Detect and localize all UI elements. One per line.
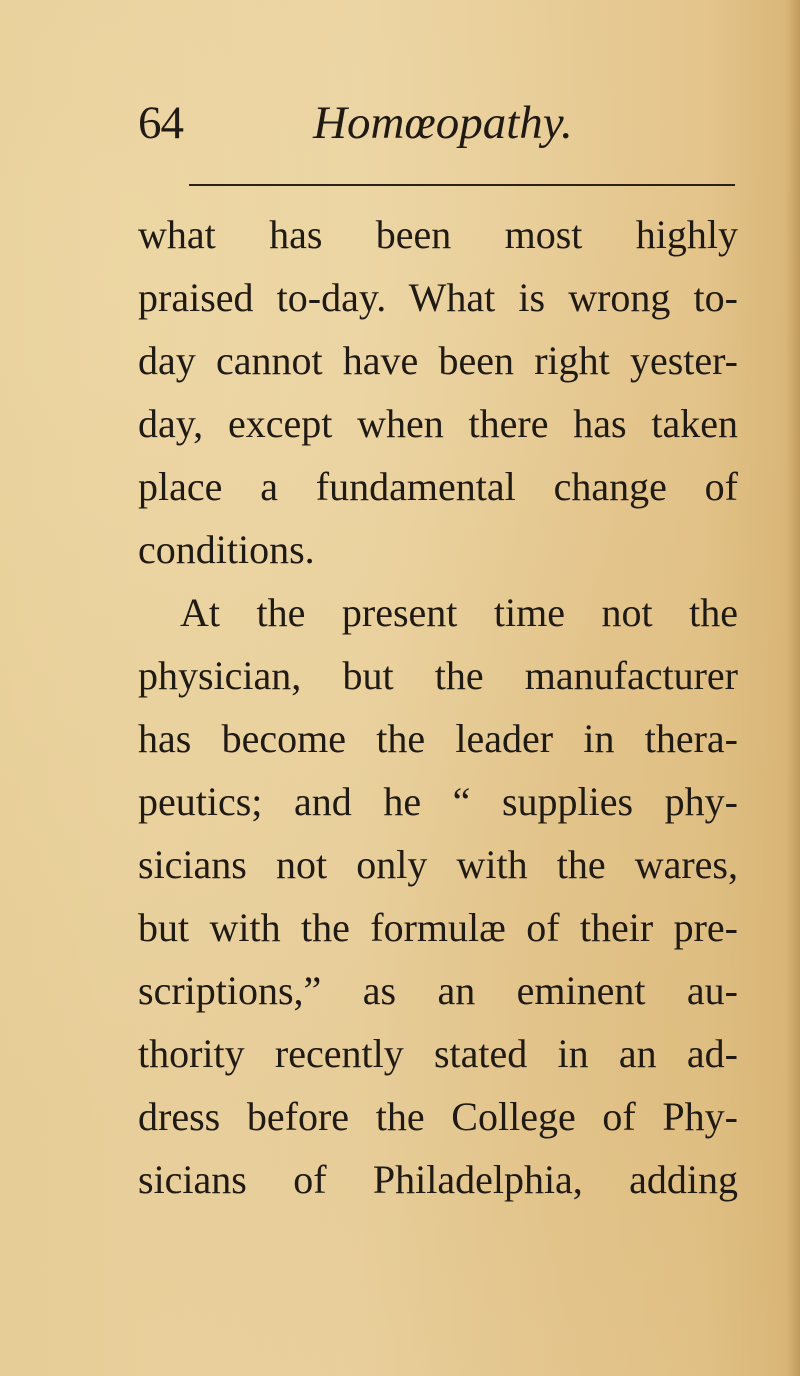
text-line: thority recently stated in an ad- <box>138 1031 738 1076</box>
text-line: what has been most highly <box>138 212 738 257</box>
text-line: place a fundamental change of <box>138 464 738 509</box>
text-line: day, except when there has taken <box>138 401 738 446</box>
page-header <box>138 93 738 163</box>
text-line: dress before the College of Phy- <box>138 1094 738 1139</box>
paragraph-start-line: At the present time not the <box>180 590 738 635</box>
paragraph-end-line: conditions. <box>138 527 315 572</box>
text-line: day cannot have been right yester- <box>138 338 738 383</box>
text-line: praised to-day. What is wrong to- <box>138 275 738 320</box>
running-title: Homœopathy. <box>313 97 573 149</box>
text-line: sicians not only with the wares, <box>138 842 738 887</box>
text-line: physician, but the manufacturer <box>138 653 738 698</box>
text-line: sicians of Philadelphia, adding <box>138 1157 738 1202</box>
header-rule <box>189 184 735 186</box>
text-line: but with the formulæ of their pre- <box>138 905 738 950</box>
text-line: has become the leader in thera- <box>138 716 738 761</box>
page-number: 64 <box>138 97 183 149</box>
text-line: scriptions,” as an eminent au- <box>138 968 738 1013</box>
page-edge-shadow <box>786 0 800 1376</box>
text-line: peutics; and he “ supplies phy- <box>138 779 738 824</box>
body-text <box>138 203 738 1211</box>
